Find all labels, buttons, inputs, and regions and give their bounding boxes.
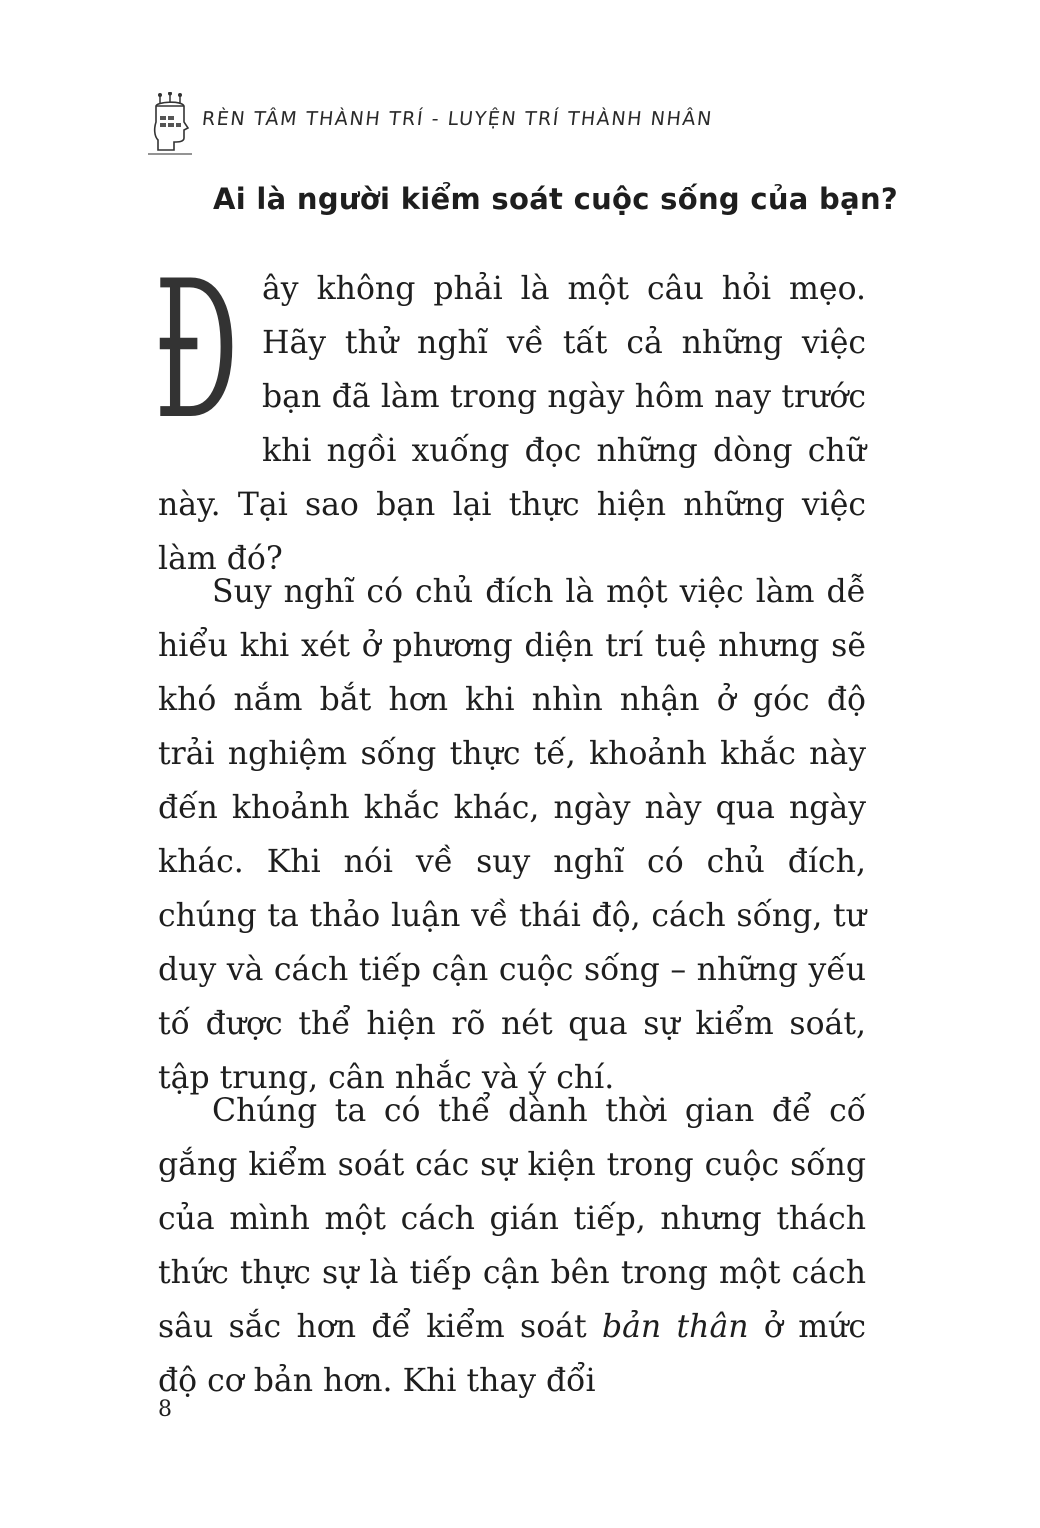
running-title: RÈN TÂM THÀNH TRÍ - LUYỆN TRÍ THÀNH NHÂN: [200, 108, 714, 130]
head-profile-icon: [146, 92, 194, 158]
paragraph-3-text-end: ở mức độ cơ bản hơn. Khi thay đổi: [158, 1309, 866, 1399]
section-title: Ai là người kiểm soát cuộc sống của bạn?: [213, 182, 899, 216]
paragraph-1-text: ây không phải là một câu hỏi mẹo. Hãy thử nghĩ về tất cả những việc bạn đã làm trong ngày hôm nay trước khi ngồi xuống đọc những dòng chữ này. Tại sao bạn lại thực hiện những việc làm đó?: [158, 271, 866, 577]
drop-cap: Đ: [154, 240, 239, 461]
paragraph-3: [158, 1084, 866, 1408]
paragraph-2: Suy nghĩ có chủ đích là một việc làm dễ hiểu khi xét ở phương diện trí tuệ nhưng sẽ khó nắm bắt hơn khi nhìn nhận ở góc độ trải nghiệm sống thực tế, khoảnh khắc này đến khoảnh khắc khác, ngày này qua ngày khác. Khi nói về suy nghĩ có chủ đích, chúng ta thảo luận về thái độ, cách sống, tư duy và cách tiếp cận cuộc sống – những yếu tố được thể hiện rõ nét qua sự kiểm soát, tập trung, cân nhắc và ý chí.: [158, 574, 866, 1096]
running-header: [146, 92, 714, 158]
paragraph-1: [154, 240, 866, 586]
paragraph-3-italic: bản thân: [601, 1309, 749, 1345]
page-number: 8: [158, 1397, 172, 1422]
paragraph-3-text-start: Chúng ta có thể dành thời gian để cố gắng kiểm soát các sự kiện trong cuộc sống của mình một cách gián tiếp, nhưng thách thức thực sự là tiếp cận bên trong một cách sâu sắc hơn để kiểm soát: [158, 1093, 866, 1345]
